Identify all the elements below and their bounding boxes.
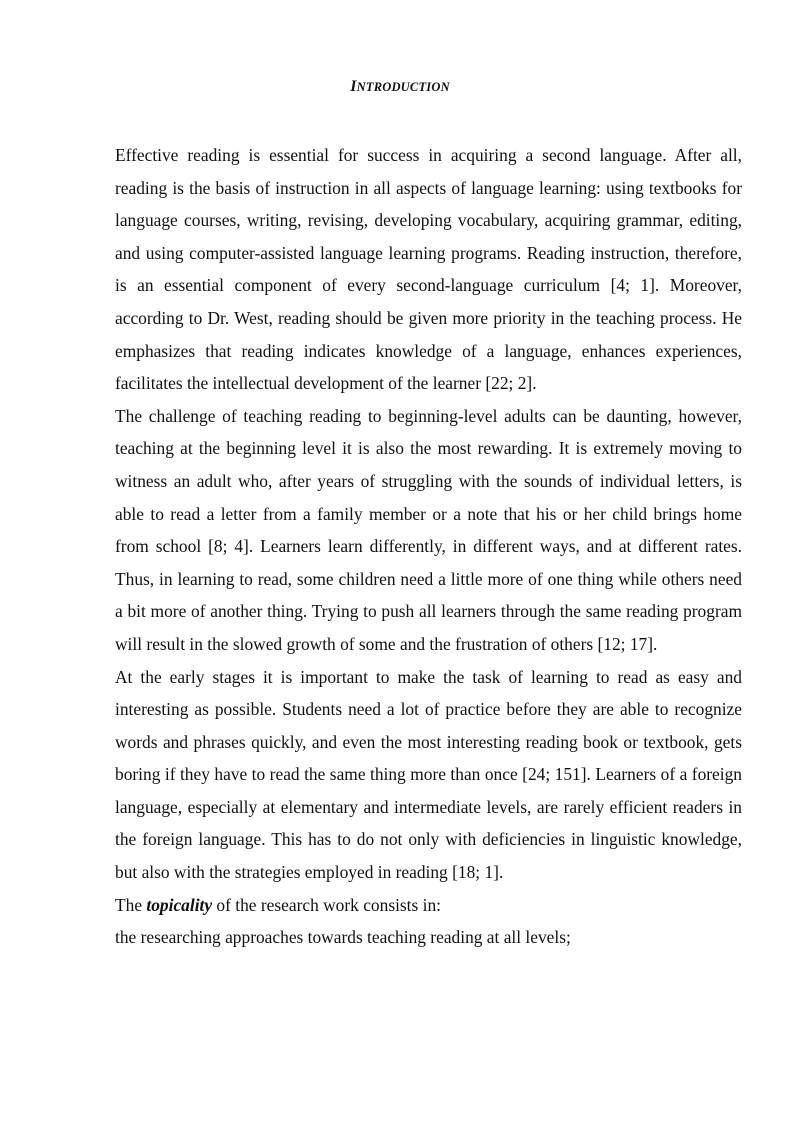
section-heading — [0, 78, 800, 96]
topicality-emphasis: topicality — [146, 894, 213, 915]
list-item: the researching approaches towards teaching reading at all levels; — [115, 927, 571, 948]
body-text — [115, 139, 742, 954]
topicality-after: of the research work consists in: — [212, 894, 441, 915]
topicality-line — [115, 889, 742, 922]
heading-rest: NTRODUCTION — [356, 80, 450, 94]
paragraph-3: At the early stages it is important to make the task of learning to read as easy and interesting as possible. Students need a lot of practice before they are able to recognize words and phrases quickly, and even the most interesting reading book or textbook, gets boring if they have to read the same thing more than once [24; 151]. Learners of a foreign language, especially at elementary and intermediate levels, are rarely efficient readers in the foreign language. This has to do not only with deficiencies in linguistic knowledge, but also with the strategies employed in reading [18; 1]. — [115, 666, 742, 883]
paragraph-2: The challenge of teaching reading to beginning-level adults can be daunting, however, teaching at the beginning level it is also the most rewarding. It is extremely moving to witness an adult who, after years of struggling with the sounds of individual letters, is able to read a letter from a family member or a note that his or her child brings home from school [8; 4]. Learners learn differently, in different ways, and at different rates. Thus, in learning to read, some children need a little more of one thing while others need a bit more of another thing. Trying to push all learners through the same reading program will result in the slowed growth of some and the frustration of others [12; 17]. — [115, 405, 742, 654]
paragraph-1: Effective reading is essential for success in acquiring a second language. After all, reading is the basis of instruction in all aspects of language learning: using textbooks for language courses, writing, revising, developing vocabulary, acquiring grammar, editing, and using computer-assisted language learning programs. Reading instruction, therefore, is an essential component of every second-language curriculum [4; 1]. Moreover, according to Dr. West, reading should be given more priority in the teaching process. He emphasizes that reading indicates knowledge of a language, enhances experiences, facilitates the intellectual development of the learner [22; 2]. — [115, 145, 742, 394]
topicality-before: The — [115, 894, 147, 915]
heading-initial: I — [350, 78, 357, 95]
